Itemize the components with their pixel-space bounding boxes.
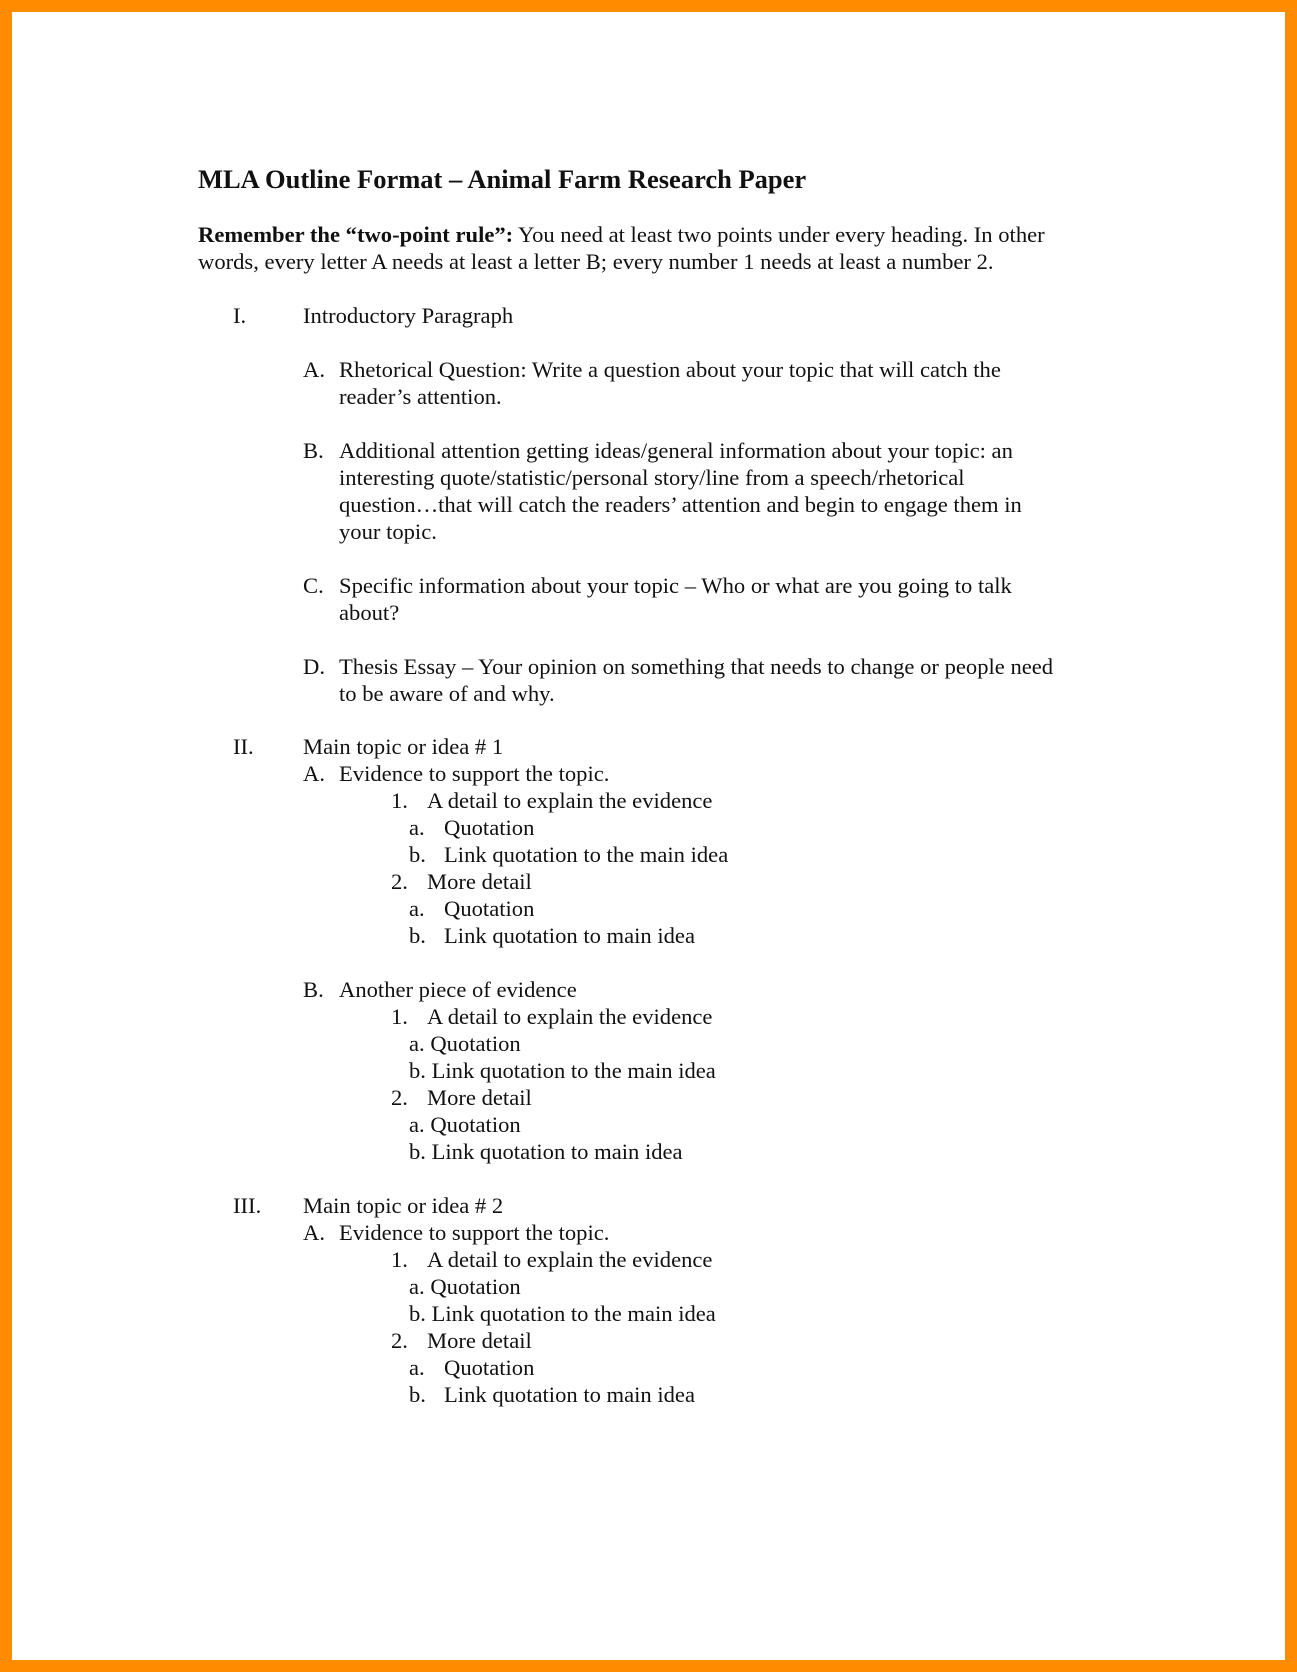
item-marker: b.: [409, 1382, 426, 1407]
item-marker: 2.: [391, 1328, 408, 1353]
section-2-numeral: II.: [233, 734, 254, 759]
outline-item-3A1b: b. Link quotation to the main idea: [409, 1301, 716, 1326]
item-text: More detail: [427, 1328, 532, 1353]
item-text: More detail: [427, 869, 532, 894]
outline-item-2B1b: b. Link quotation to the main idea: [409, 1058, 716, 1083]
item-text: Evidence to support the topic.: [339, 761, 610, 786]
item-marker: 1.: [391, 1247, 408, 1272]
section-2-title: Main topic or idea # 1: [303, 734, 504, 759]
item-marker: a.: [409, 815, 425, 840]
item-text: Thesis Essay – Your opinion on something that needs to change or people need to be aware of and why.: [339, 654, 1054, 706]
two-point-rule-paragraph: [198, 221, 1078, 275]
item-marker: b.: [409, 923, 426, 948]
item-text: A detail to explain the evidence: [427, 788, 713, 813]
item-text: A detail to explain the evidence: [427, 1247, 713, 1272]
item-text: Quotation: [444, 815, 535, 840]
item-marker: 2.: [391, 869, 408, 894]
item-text: Additional attention getting ideas/general information about your topic: an interesting quote/statistic/personal story/line from a speech/rhetorical question…that will catch the readers’ attention and begin to engage them in your topic.: [339, 438, 1022, 544]
item-text: Another piece of evidence: [339, 977, 577, 1002]
item-marker: A.: [303, 761, 325, 786]
item-text: Quotation: [444, 896, 535, 921]
item-text: Specific information about your topic – Who or what are you going to talk about?: [339, 573, 1012, 625]
outline-item-2B2a: a. Quotation: [409, 1112, 521, 1137]
item-text: Link quotation to the main idea: [444, 842, 729, 867]
item-marker: a.: [409, 1355, 425, 1380]
item-marker: D.: [303, 654, 325, 679]
item-marker: 1.: [391, 788, 408, 813]
item-marker: a.: [409, 896, 425, 921]
item-text: Evidence to support the topic.: [339, 1220, 610, 1245]
item-marker: B.: [303, 977, 324, 1002]
item-text: Link quotation to main idea: [444, 1382, 695, 1407]
item-marker: B.: [303, 438, 324, 463]
item-marker: C.: [303, 573, 324, 598]
item-marker: 1.: [391, 1004, 408, 1029]
item-marker: 2.: [391, 1085, 408, 1110]
section-3-title: Main topic or idea # 2: [303, 1193, 504, 1218]
item-text: A detail to explain the evidence: [427, 1004, 713, 1029]
section-1-numeral: I.: [233, 303, 247, 328]
item-text: Link quotation to main idea: [444, 923, 695, 948]
outline-item-2B1a: a. Quotation: [409, 1031, 521, 1056]
item-marker: A.: [303, 1220, 325, 1245]
item-marker: b.: [409, 842, 426, 867]
rule-text: You need at least two points under every heading. In other words, every letter A needs at least a letter B; every number 1 needs at least a number 2.: [198, 222, 1045, 274]
item-marker: A.: [303, 357, 325, 382]
outline-item-2B2b: b. Link quotation to main idea: [409, 1139, 683, 1164]
rule-label: Remember the “two-point rule”:: [198, 222, 514, 247]
section-3-numeral: III.: [233, 1193, 262, 1218]
outline-item-3A1a: a. Quotation: [409, 1274, 521, 1299]
item-text: More detail: [427, 1085, 532, 1110]
document-title: MLA Outline Format – Animal Farm Research Paper: [198, 164, 807, 194]
item-text: Quotation: [444, 1355, 535, 1380]
section-1-title: Introductory Paragraph: [303, 303, 514, 328]
item-text: Rhetorical Question: Write a question about your topic that will catch the reader’s attention.: [339, 357, 1001, 409]
